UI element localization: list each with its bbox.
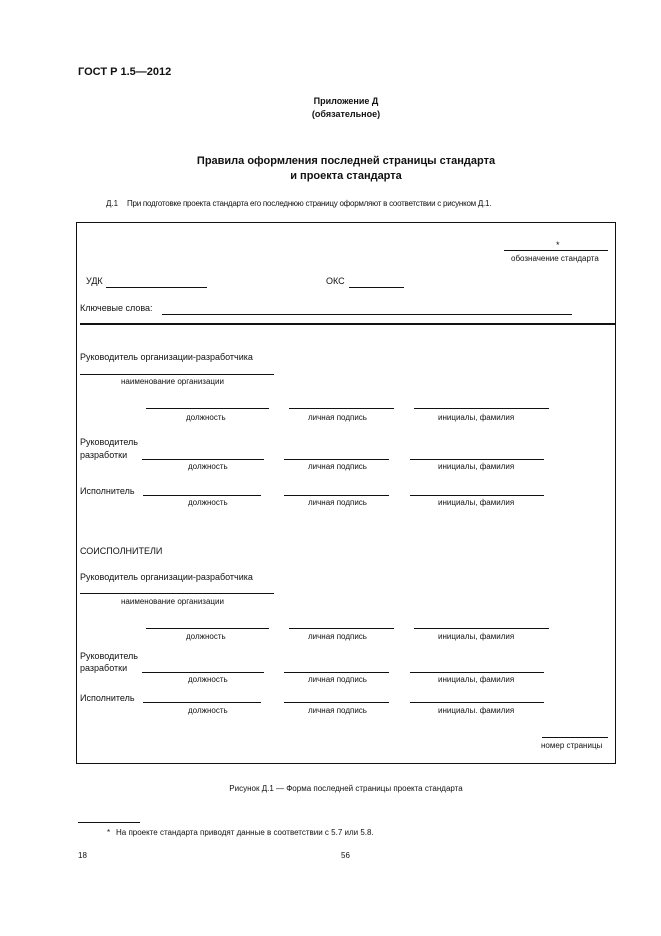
co-dev-head-initials-line — [410, 672, 544, 673]
page-number-caption: номер страницы — [541, 741, 603, 750]
co-executor-position-line — [143, 702, 261, 703]
org-head-label: Руководитель организации-разработчика — [80, 352, 253, 362]
co-executor-label: Исполнитель — [80, 693, 135, 703]
executor-label: Исполнитель — [80, 486, 135, 496]
dev-head-signature-line — [284, 459, 389, 460]
co-org-name-line — [80, 593, 274, 594]
co-org-head-initials-caption: инициалы, фамилия — [438, 632, 515, 641]
dev-head-signature-caption: личная подпись — [308, 462, 367, 471]
dev-head-initials-line — [410, 459, 544, 460]
executor-position-caption: должность — [188, 498, 228, 507]
section-heading-line2: и проекта стандарта — [290, 170, 402, 182]
co-executor-initials-caption: инициалы. фамилия — [438, 706, 515, 715]
figure-caption: Рисунок Д.1 — Форма последней страницы проекта стандарта — [229, 784, 463, 793]
co-dev-head-signature-caption: личная подпись — [308, 675, 367, 684]
dev-head-position-line — [142, 459, 264, 460]
designation-asterisk: * — [556, 240, 560, 250]
center-page-number: 56 — [341, 851, 350, 860]
dev-head-label-line2: разработки — [80, 450, 128, 460]
udk-label: УДК — [86, 276, 103, 286]
intro-text: При подготовке проекта стандарта его последнюю страницу оформляют в соответствии с рисунком Д.1. — [127, 199, 492, 208]
coexecutors-label: СОИСПОЛНИТЕЛИ — [80, 546, 163, 556]
co-org-head-signature-line — [289, 628, 394, 629]
footnote-marker: * — [107, 828, 111, 837]
co-dev-head-label-line2: разработки — [80, 663, 128, 673]
oks-label: ОКС — [326, 276, 345, 286]
executor-position-line — [143, 495, 261, 496]
executor-initials-line — [410, 495, 544, 496]
page-number-line — [542, 737, 608, 738]
co-org-head-label: Руководитель организации-разработчика — [80, 572, 253, 582]
section-heading-line1: Правила оформления последней страницы стандарта — [196, 155, 496, 167]
co-dev-head-position-line — [142, 672, 264, 673]
appendix-status: (обязательное) — [311, 109, 381, 119]
executor-signature-caption: личная подпись — [308, 498, 367, 507]
executor-initials-caption: инициалы, фамилия — [438, 498, 515, 507]
footnote-separator — [78, 822, 140, 823]
dev-head-position-caption: должность — [188, 462, 228, 471]
oks-line — [349, 287, 404, 288]
co-org-head-position-caption: должность — [186, 632, 226, 641]
co-org-head-initials-line — [414, 628, 549, 629]
co-org-head-signature-caption: личная подпись — [308, 632, 367, 641]
dev-head-initials-caption: инициалы, фамилия — [438, 462, 515, 471]
executor-signature-line — [284, 495, 389, 496]
keywords-label: Ключевые слова: — [80, 303, 153, 313]
org-name-caption: наименование организации — [121, 377, 224, 386]
left-page-number: 18 — [78, 851, 87, 860]
co-dev-head-position-caption: должность — [188, 675, 228, 684]
org-head-signature-caption: личная подпись — [308, 413, 367, 422]
co-executor-position-caption: должность — [188, 706, 228, 715]
org-head-initials-caption: инициалы, фамилия — [438, 413, 515, 422]
standard-code: ГОСТ Р 1.5—2012 — [78, 66, 172, 78]
co-dev-head-label-line1: Руководитель — [80, 651, 138, 661]
org-head-initials-line — [414, 408, 549, 409]
org-head-signature-line — [289, 408, 394, 409]
dev-head-label-line1: Руководитель — [80, 437, 138, 447]
org-head-position-line — [146, 408, 269, 409]
designation-line — [504, 250, 608, 251]
appendix-title: Приложение Д — [313, 96, 379, 106]
org-name-line — [80, 374, 274, 375]
co-executor-signature-line — [284, 702, 389, 703]
org-head-position-caption: должность — [186, 413, 226, 422]
co-org-name-caption: наименование организации — [121, 597, 224, 606]
intro-number: Д.1 — [106, 199, 119, 208]
keywords-divider — [80, 323, 615, 325]
udk-line — [106, 287, 207, 288]
co-executor-signature-caption: личная подпись — [308, 706, 367, 715]
co-dev-head-initials-caption: инициалы, фамилия — [438, 675, 515, 684]
co-org-head-position-line — [146, 628, 269, 629]
footnote-text: На проекте стандарта приводят данные в соответствии с 5.7 или 5.8. — [116, 828, 374, 837]
designation-caption: обозначение стандарта — [511, 254, 599, 263]
co-executor-initials-line — [410, 702, 544, 703]
co-dev-head-signature-line — [284, 672, 389, 673]
keywords-line — [162, 314, 572, 315]
